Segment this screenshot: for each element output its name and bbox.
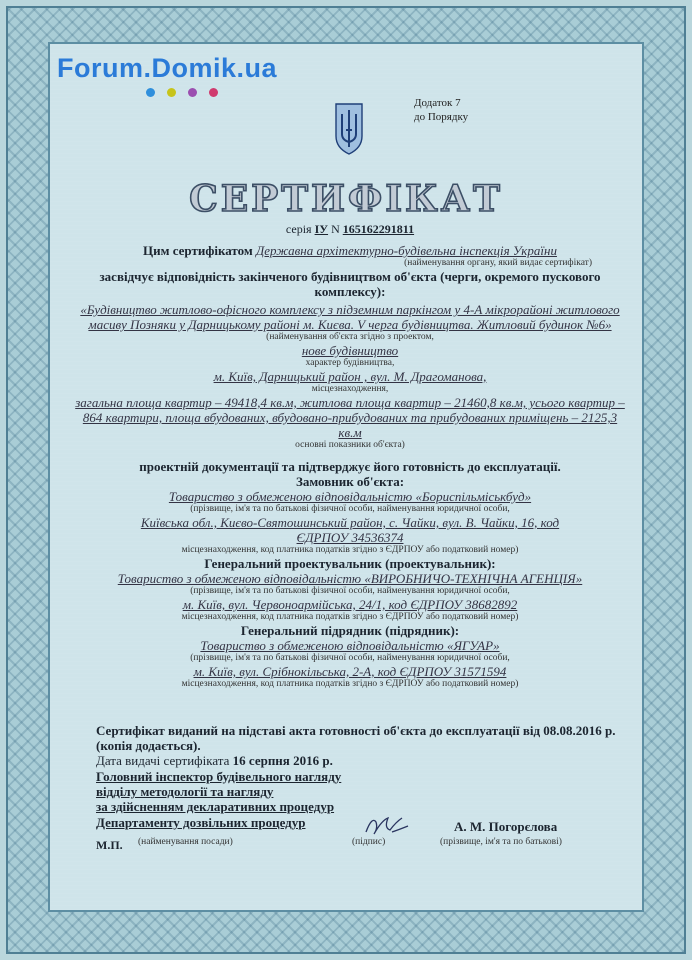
- dot-icon: [146, 88, 155, 97]
- designer-heading: Генеральний проектувальник (проектувальник):: [204, 556, 496, 571]
- issuer-name: Державна архітектурно-будівельна інспекція України: [256, 243, 557, 258]
- caption-position: (найменування посади): [138, 837, 233, 847]
- contractor-heading: Генеральний підрядник (підрядник):: [240, 623, 460, 638]
- object-indicators: загальна площа квартир – 49418,4 кв.м, житлова площа квартир – 21460,8 кв.м, усього квартир – 864 квартири, площа вбудованих, вбудовано-прибудованих та прибудованих приміщень – 2125,3 кв.м: [75, 395, 625, 440]
- official-name: А. М. Погорєлова: [454, 819, 558, 834]
- caption-signature: (підпис): [352, 837, 386, 847]
- caption-name: (прізвище, ім'я та по батькові): [440, 837, 562, 847]
- appendix-line2: до Порядку: [414, 111, 469, 123]
- object-name: «Будівництво житлово-офісного комплексу з підземним паркінгом у 4-А мікрорайоні житлового масиву Позняки у Дарницькому районі м. Києва. V черга будівництва. Житловий будинок №6»: [80, 302, 620, 332]
- contractor-caption2: місцезнаходження, код платника податків згідно з ЄДРПОУ або податковий номер): [181, 679, 519, 689]
- issuer-lead: Цим сертифікатом: [143, 243, 253, 258]
- serial-label: серія: [285, 222, 312, 236]
- certificate-content: [70, 222, 630, 690]
- official-line2: відділу методології та нагляду: [96, 784, 274, 799]
- serial-series: ІУ: [314, 222, 329, 236]
- issuance-block: [96, 723, 616, 832]
- basis-text: Сертифікат виданий на підставі акта готовності об'єкта до експлуатації від 08.08.2016 р. (копія додається).: [96, 723, 616, 753]
- stamp-placeholder: М.П.: [96, 838, 123, 852]
- contractor-caption1: (прізвище, ім'я та по батькові фізичної особи, найменування юридичної особи,: [190, 653, 510, 663]
- serial-no-label: N: [331, 222, 340, 236]
- designer-caption2: місцезнаходження, код платника податків згідно з ЄДРПОУ або податковий номер): [181, 612, 519, 622]
- customer-heading: Замовник об'єкта:: [295, 474, 405, 489]
- issuer-line: [70, 243, 630, 258]
- object-type-caption: характер будівництва,: [305, 358, 395, 368]
- appendix-line1: Додаток 7: [414, 97, 461, 109]
- official-line4: Департаменту дозвільних процедур: [96, 815, 306, 830]
- customer-caption2: місцезнаходження, код платника податків згідно з ЄДРПОУ або податковий номер): [181, 545, 519, 555]
- object-location: м. Київ, Дарницький район , вул. М. Драгоманова,: [213, 369, 487, 384]
- watermark-dots: [146, 88, 218, 97]
- contractor-name: Товариство з обмеженою відповідальністю «ЯГУАР»: [200, 638, 500, 653]
- signature-captions: [96, 818, 616, 848]
- appendix-note: [414, 96, 468, 124]
- dot-icon: [188, 88, 197, 97]
- designer-caption1: (прізвище, ім'я та по батькові фізичної особи, найменування юридичної особи,: [190, 586, 510, 596]
- official-line3: за здійсненням декларативних процедур: [96, 799, 335, 814]
- watermark: Forum.Domik.ua: [57, 53, 278, 83]
- customer-caption1: (прізвище, ім'я та по батькові фізичної особи, найменування юридичної особи,: [190, 504, 510, 514]
- conformity-text: проектній документації та підтверджує його готовність до експлуатації.: [139, 459, 561, 474]
- contractor-address: м. Київ, вул. Срібнокільська, 2-А, код ЄДРПОУ 31571594: [193, 664, 507, 679]
- issue-date-value: 16 серпня 2016 р.: [232, 753, 333, 768]
- customer-address: Київська обл., Києво-Святошинський район, с. Чайки, вул. В. Чайки, 16, код ЄДРПОУ 34536374: [140, 515, 560, 545]
- serial-number: 165162291811: [342, 222, 415, 236]
- issue-date-label: Дата видачі сертифіката: [96, 753, 230, 768]
- customer-name: Товариство з обмеженою відповідальністю «Бориспільміськбуд»: [168, 489, 532, 504]
- object-type: нове будівництво: [301, 343, 399, 358]
- certifies-text: засвідчує відповідність закінченого будівництвом об'єкта (черги, окремого пускового комплексу):: [99, 269, 601, 299]
- object-indicators-caption: основні показники об'єкта): [295, 440, 405, 450]
- serial-line: [70, 222, 630, 237]
- dot-icon: [167, 88, 176, 97]
- page-title: СЕРТИФІКАТ: [189, 178, 503, 220]
- issue-date-line: [96, 753, 616, 769]
- trident-icon: [334, 100, 364, 156]
- object-caption: (найменування об'єкта згідно з проектом,: [266, 332, 434, 342]
- object-location-caption: місцезнаходження,: [311, 384, 389, 394]
- designer-address: м. Київ, вул. Червоноармійська, 24/1, код ЄДРПОУ 38682892: [182, 597, 518, 612]
- dot-icon: [209, 88, 218, 97]
- issuer-caption: (найменування органу, який видає сертифікат): [404, 258, 592, 268]
- designer-name: Товариство з обмеженою відповідальністю «ВИРОБНИЧО-ТЕХНІЧНА АГЕНЦІЯ»: [117, 571, 583, 586]
- official-line1: Головний інспектор будівельного нагляду: [96, 769, 342, 784]
